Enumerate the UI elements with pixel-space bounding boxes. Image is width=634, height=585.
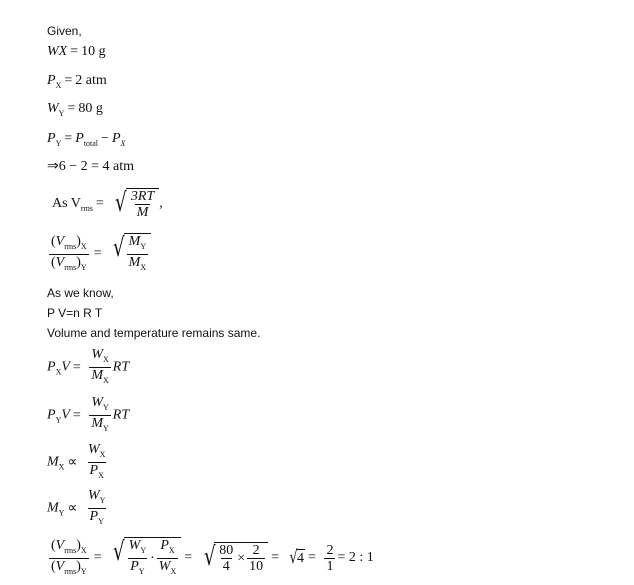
mx-den-sub: X: [98, 471, 104, 480]
pyv-sub: Y: [55, 415, 62, 425]
ratio-rms-bottom: rms: [64, 262, 77, 272]
as-we-know: As we know,: [47, 286, 114, 300]
given-label: Given,: [47, 24, 82, 38]
wy-symbol: W: [47, 101, 59, 116]
pyv-p: P: [47, 407, 56, 423]
eq-py: $P_Y = P_{total} - P_X$: [47, 131, 126, 148]
pyv-num: W: [91, 395, 103, 410]
final-rms-bottom: rms: [64, 566, 77, 576]
final-rms-top: rms: [64, 545, 77, 555]
pyv-frac: [89, 395, 110, 436]
mx-sub: X: [58, 462, 65, 472]
pyv-num-sub: Y: [102, 403, 109, 412]
py-symbol: P: [47, 131, 56, 146]
final-wx: W: [158, 559, 171, 574]
final-10: 10: [249, 559, 264, 574]
final-py-sub: Y: [138, 567, 145, 576]
px-subscript: X: [55, 81, 62, 90]
ratio-v-bottom: V: [55, 254, 65, 270]
eq-calc: [47, 158, 134, 175]
eq-final: $\frac{(V_{rms})_X}{(V_{rms})_Y}$ = √ $\frac{W_Y}{P_Y}$ · $\frac{P_X}{W_X}$ = √ $\frac{80}{4}$ × $\frac{2}{10}$ = √ 4 = $\frac{2}{1}$ = 2 : 1: [47, 537, 374, 579]
final-v-bottom: V: [55, 558, 65, 574]
final-wy: W: [128, 538, 141, 553]
eq-vrms: As $V_{rms}$ = √ $\frac{3RT}{M}$ ,: [52, 188, 163, 220]
px2-subscript: X: [120, 139, 126, 148]
eq-wy: $W_Y = 80$ g: [47, 101, 103, 118]
my-num-sub: Y: [99, 496, 106, 505]
eq-pyv: $P_YV$ = $\frac{W_Y}{M_Y}$ RT: [47, 395, 129, 436]
my-num: W: [87, 488, 100, 503]
eq-mx: $M_X$ ∝ $\frac{W_X}{P_X}$: [47, 442, 109, 483]
pxv-num-sub: X: [102, 355, 109, 364]
final-y-bottom: Y: [80, 566, 87, 576]
pyv-v: V: [61, 407, 70, 423]
ratio-v-top: V: [55, 233, 65, 249]
final-num-2: 2: [326, 542, 334, 558]
calc-value: 6 − 2 = 4 atm: [58, 159, 135, 174]
ratio-rms-top: rms: [64, 241, 77, 251]
my-symbol: M: [47, 500, 59, 516]
sqrt-3rt-m: √ $\frac{3RT}{M}$: [110, 188, 159, 220]
pyv-den-sub: Y: [102, 424, 109, 433]
ratio-frac-left: $\frac{(V_{rms})_X}{(V_{rms})_Y}$: [49, 234, 89, 275]
final-sqrt-2: √ $\frac{80}{4}$ × $\frac{2}{10}$: [199, 542, 268, 574]
as-vrms-label: As V: [52, 196, 81, 212]
my-sub: Y: [58, 508, 65, 518]
my-frac: [86, 488, 107, 529]
implies-arrow: ⇒: [47, 159, 59, 174]
eq-wx: WX = 10 g: [47, 44, 106, 59]
final-4: 4: [222, 559, 230, 574]
final-den-1: 1: [326, 558, 334, 574]
pxv-den-sub: X: [102, 376, 109, 385]
vrms-numerator: 3RT: [130, 189, 155, 204]
final-px-sub: X: [168, 546, 175, 555]
my-den-sub: Y: [98, 517, 104, 526]
pxv-den: M: [91, 368, 103, 383]
pyv-den: M: [91, 416, 103, 431]
eq-pxv: $P_XV$ = $\frac{W_X}{M_X}$ RT: [47, 347, 129, 388]
final-sqrt4-value: 4: [297, 550, 305, 566]
sqrt-my-mx: √ $\frac{M_Y}{M_X}$: [108, 233, 151, 275]
vrms-subscript: rms: [80, 204, 93, 214]
wy-subscript: Y: [58, 109, 65, 118]
ideal-gas-law: P V=n R T: [47, 306, 103, 320]
ratio-m-bottom: M: [128, 255, 141, 270]
mx-den: P: [89, 463, 99, 478]
final-ratio-frac: $\frac{(V_{rms})_X}{(V_{rms})_Y}$: [49, 538, 89, 579]
eq-px: $P_X = 2$ atm: [47, 73, 107, 90]
final-px: P: [160, 538, 169, 553]
final-wy-sub: Y: [140, 546, 147, 555]
ratio-m-top: M: [128, 234, 141, 249]
ratio-y-bottom: Y: [80, 262, 87, 272]
mx-symbol: M: [47, 454, 59, 470]
final-sqrt-4: √ 4: [288, 547, 305, 568]
mx-frac: [86, 442, 107, 483]
ptotal-subscript: total: [83, 139, 99, 148]
pxv-num: W: [91, 347, 103, 362]
final-result: = 2 : 1: [337, 550, 374, 566]
px2-symbol: P: [111, 131, 121, 146]
final-wx-sub: X: [170, 567, 177, 576]
final-sqrt-1: √ $\frac{W_Y}{P_Y}$ · $\frac{P_X}{W_X}$: [108, 537, 181, 579]
ratio-x-top: X: [80, 241, 87, 251]
ptotal-symbol: P: [75, 131, 84, 146]
wx-symbol: W: [47, 44, 59, 59]
vrms-denominator: M: [136, 205, 149, 220]
final-x-top: X: [80, 545, 87, 555]
my-den: P: [89, 509, 99, 524]
pxv-rt: RT: [112, 359, 130, 375]
ratio-mx-sub: X: [140, 263, 147, 272]
pxv-v: V: [61, 359, 70, 375]
pxv-sub: X: [55, 367, 62, 377]
final-v-top: V: [55, 537, 65, 553]
wx-value: 10 g: [81, 44, 106, 59]
px-value: 2 atm: [75, 73, 107, 88]
final-2: 2: [252, 543, 260, 558]
same-conditions: Volume and temperature remains same.: [47, 326, 261, 340]
py-subscript: Y: [55, 139, 62, 148]
pyv-rt: RT: [112, 407, 130, 423]
eq-ratio: $\frac{(V_{rms})_X}{(V_{rms})_Y}$ = √ $\frac{M_Y}{M_X}$: [47, 233, 151, 275]
pxv-frac: [89, 347, 110, 388]
ratio-my-sub: Y: [140, 242, 147, 251]
final-80: 80: [219, 543, 234, 558]
final-py: P: [130, 559, 139, 574]
pxv-p: P: [47, 359, 56, 375]
mx-num: W: [87, 442, 100, 457]
wy-value: 80 g: [78, 101, 103, 116]
wx-subscript: X: [58, 44, 68, 59]
mx-num-sub: X: [99, 450, 106, 459]
final-2-over-1: [324, 543, 335, 574]
eq-my: $M_Y$ ∝ $\frac{W_Y}{P_Y}$: [47, 488, 109, 529]
px-symbol: P: [47, 73, 56, 88]
